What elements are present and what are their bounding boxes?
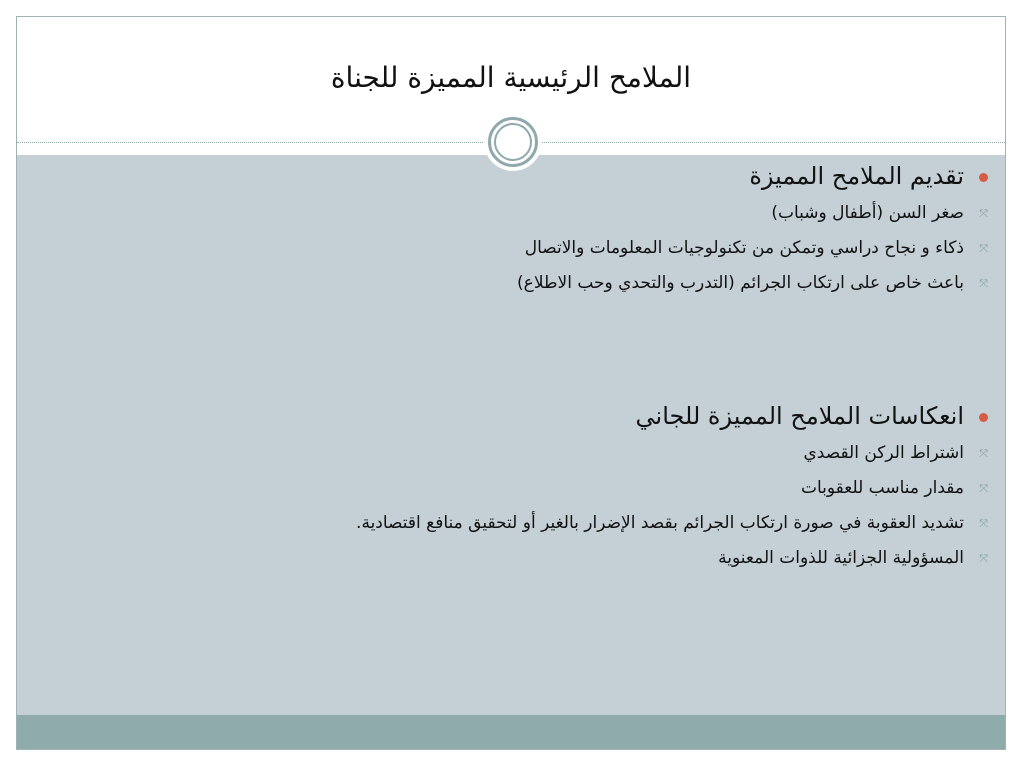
list-item-text: باعث خاص على ارتكاب الجرائم (التدرب والتحدي وحب الاطلاع)	[517, 273, 964, 293]
list-item-text: تشديد العقوبة في صورة ارتكاب الجرائم بقصد الإضرار بالغير أو لتحقيق منافع اقتصادية.	[356, 513, 964, 533]
bullet-list	[517, 196, 990, 301]
crossed-arrows-bullet-icon: ⤧	[979, 277, 988, 290]
list-item	[356, 541, 990, 576]
footer-bar	[17, 715, 1005, 749]
list-item-text: ذكاء و نجاح دراسي وتمكن من تكنولوجيات المعلومات والاتصال	[524, 238, 964, 258]
list-item	[517, 196, 990, 231]
list-item-text: اشتراط الركن القصدي	[803, 443, 964, 463]
crossed-arrows-bullet-icon: ⤧	[979, 447, 988, 460]
list-item	[356, 506, 990, 541]
bullet-list	[356, 436, 990, 576]
crossed-arrows-bullet-icon: ⤧	[979, 207, 988, 220]
list-item-text: صغر السن (أطفال وشباب)	[771, 203, 964, 223]
list-item	[517, 266, 990, 301]
dot-bullet-icon	[979, 413, 988, 422]
section-heading	[517, 160, 990, 192]
section-heading-text: تقديم الملامح المميزة	[749, 162, 964, 190]
section-heading-text: انعكاسات الملامح المميزة للجاني	[635, 402, 964, 430]
crossed-arrows-bullet-icon: ⤧	[979, 482, 988, 495]
list-item	[356, 436, 990, 471]
dot-bullet-icon	[979, 173, 988, 182]
circle-inner-ring-icon	[494, 123, 532, 161]
list-item-text: المسؤولية الجزائية للذوات المعنوية	[718, 548, 964, 568]
list-item-text: مقدار مناسب للعقوبات	[800, 478, 964, 498]
slide	[16, 16, 1006, 750]
section-features	[517, 160, 990, 301]
section-implications	[356, 400, 990, 576]
slide-title: الملامح الرئيسية المميزة للجناة	[330, 61, 692, 94]
crossed-arrows-bullet-icon: ⤧	[979, 242, 988, 255]
section-heading	[356, 400, 990, 432]
crossed-arrows-bullet-icon: ⤧	[979, 517, 988, 530]
list-item	[517, 231, 990, 266]
crossed-arrows-bullet-icon: ⤧	[979, 552, 988, 565]
list-item	[356, 471, 990, 506]
